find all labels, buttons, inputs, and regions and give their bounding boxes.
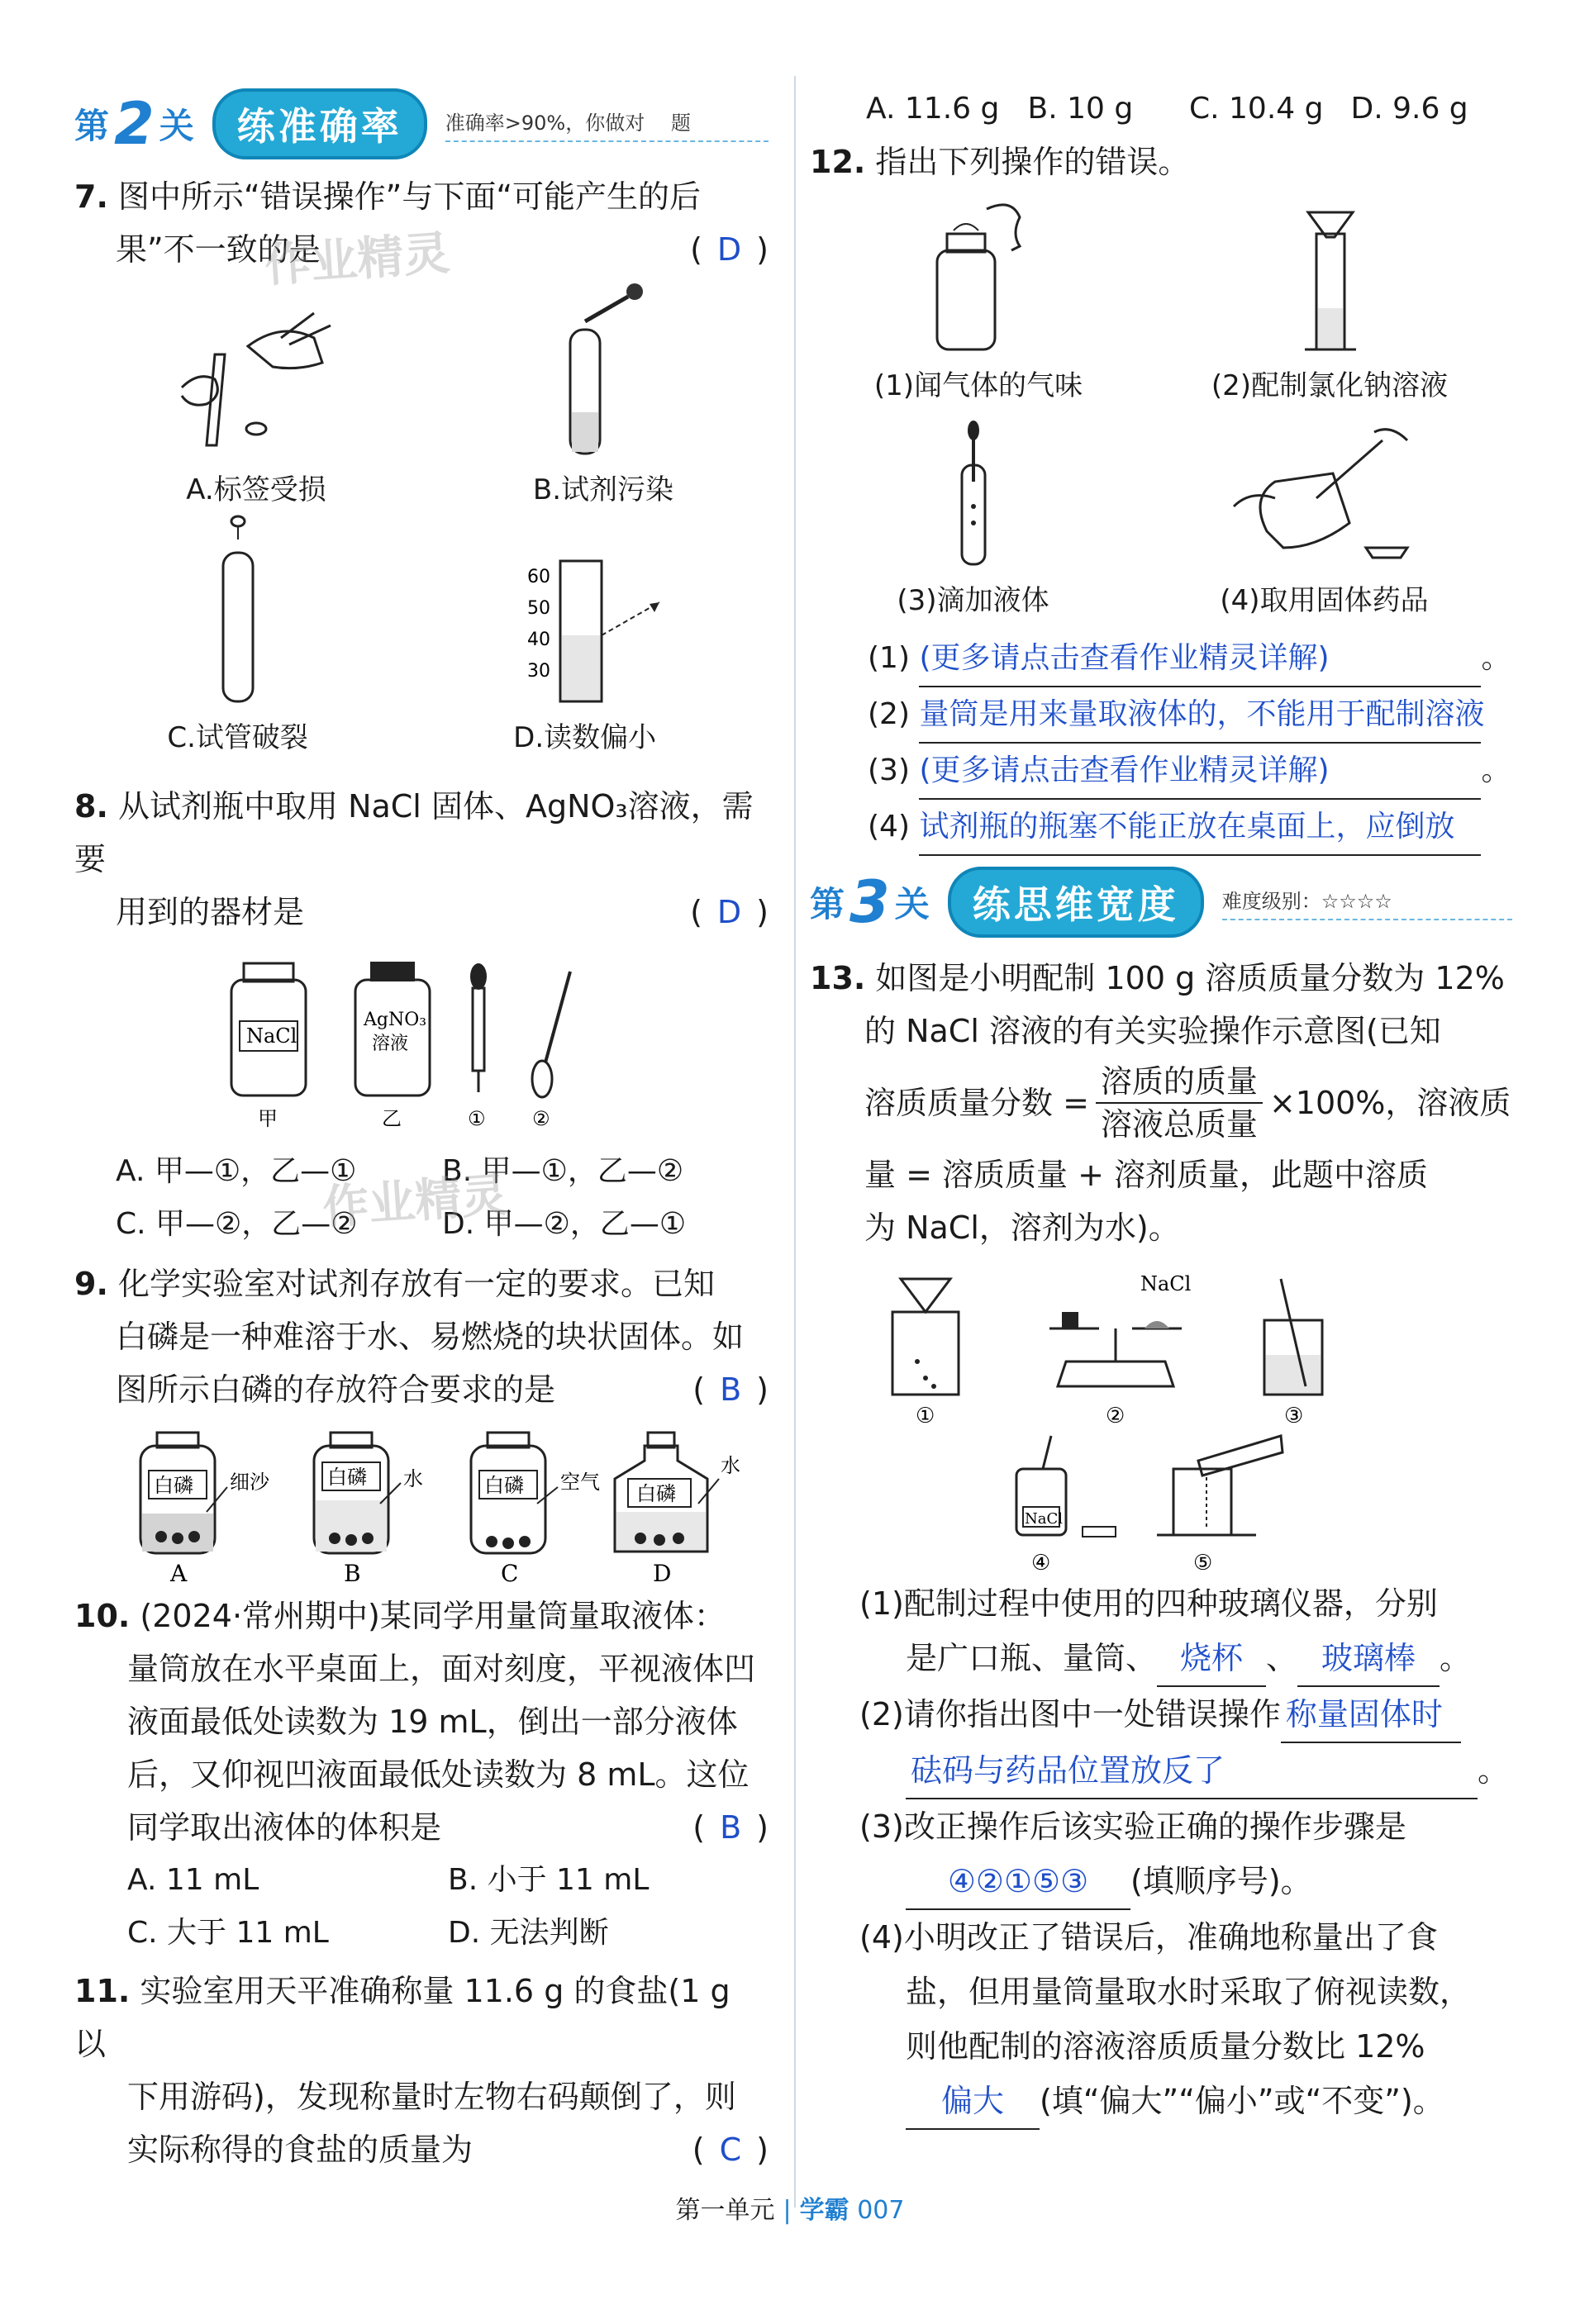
part-text: 盐，但用量筒量取水时采取了俯视读数，	[906, 1974, 1472, 2010]
question-text: 实验室用天平准确称量 11.6 g 的食盐(1 g 以	[74, 1973, 731, 2062]
question-text: 用到的器材是	[116, 894, 305, 930]
section-number: 2	[114, 90, 155, 158]
option-b: B. 小于 11 mL	[448, 1863, 650, 1897]
q12-answers	[810, 631, 1512, 856]
q12-figures-bottom	[810, 411, 1512, 618]
answer-bracket: ( C )	[692, 2132, 769, 2168]
footer-separator: |	[783, 2196, 792, 2225]
part-text: (2)请你指出图中一处错误操作	[859, 1696, 1281, 1732]
answer-num: (4)	[868, 810, 910, 844]
step-3-stirring	[1264, 1279, 1322, 1428]
q7-figures-top	[74, 292, 769, 507]
answer-line	[868, 744, 1512, 800]
option-d: D. 甲—②，乙—①	[442, 1207, 687, 1241]
question-text: 从试剂瓶中取用 NaCl 固体、AgNO₃溶液，需要	[74, 788, 754, 877]
end-mark: 。	[1478, 1752, 1510, 1789]
end-mark: 。	[1481, 641, 1511, 675]
right-column	[810, 83, 1512, 2130]
section-di: 第	[810, 884, 845, 924]
q13-figure	[810, 1262, 1512, 1576]
answer-letter: D	[716, 894, 742, 930]
side-label: 水	[721, 1454, 740, 1477]
answer-text: (更多请点击查看作业精灵详解)	[919, 631, 1481, 687]
option-a: A. 11 mL	[127, 1863, 259, 1897]
option-a: A. 甲—①，乙—①	[116, 1154, 357, 1188]
page-footer	[0, 2189, 1580, 2226]
question-number: 13.	[810, 960, 866, 996]
question-text: 量 = 溶质质量 + 溶剂质量，此题中溶质	[864, 1157, 1428, 1193]
answer-letter: B	[720, 1371, 742, 1408]
step-label: ①	[916, 1404, 935, 1428]
figure-4	[1217, 416, 1432, 618]
question-12	[810, 135, 1512, 188]
test-tube-cracking-illustration	[188, 511, 288, 710]
cylinder-tick-label: 40	[526, 630, 550, 650]
answer-letter: D	[716, 231, 742, 268]
question-text: 为 NaCl，溶剂为水)。	[864, 1210, 1180, 1246]
answer-text: 试剂瓶的瓶塞不能正放在桌面上，应倒放	[919, 800, 1481, 856]
answer-text: (更多请点击查看作业精灵详解)	[919, 744, 1481, 800]
answer-bracket: ( B )	[692, 1371, 769, 1408]
white-phosphorus-storage-illustration	[83, 1421, 760, 1586]
q7-figures-bottom	[74, 524, 769, 755]
figure-caption: (4)取用固体药品	[1220, 584, 1429, 617]
formula-fraction	[1096, 1061, 1263, 1145]
figure-label: ①	[468, 1107, 486, 1130]
figure-2	[1211, 201, 1448, 403]
bottle-a	[140, 1433, 270, 1586]
question-number: 12.	[810, 144, 866, 180]
option-d: D. 无法判断	[448, 1916, 609, 1950]
question-text: 同学取出液体的体积是	[127, 1809, 442, 1846]
bottle-label: 白磷	[154, 1474, 193, 1497]
question-text: 液面最低处读数为 19 mL，倒出一部分液体	[127, 1704, 738, 1740]
question-text: 的 NaCl 溶液的有关实验操作示意图(已知	[864, 1013, 1441, 1049]
option-c: C. 10.4 g	[1189, 92, 1324, 126]
figure-label: NaCl	[1140, 1272, 1192, 1295]
figure-b	[521, 280, 686, 507]
figure-c	[167, 511, 308, 755]
answer-blank: 玻璃棒	[1297, 1631, 1440, 1687]
bottle-label: 白磷	[484, 1474, 524, 1497]
section-note: 难度级别：☆☆☆☆	[1222, 885, 1512, 920]
section-guan: 关	[159, 106, 194, 146]
figure-3	[891, 416, 1056, 618]
fraction-denominator: 溶液总质量	[1100, 1106, 1258, 1143]
q12-figures-top	[810, 197, 1512, 403]
answer-letter: B	[720, 1809, 742, 1846]
figure-a	[157, 305, 355, 507]
step-1-pouring	[892, 1279, 959, 1428]
dropper-illustration	[891, 416, 1056, 573]
option-d: D. 9.6 g	[1350, 92, 1468, 126]
part-text: (填“偏大”“偏小”或“不变”)。	[1040, 2083, 1444, 2119]
bottle-label: NaCl	[246, 1024, 297, 1048]
answer-bracket: ( D )	[690, 231, 769, 268]
question-10	[74, 1590, 769, 1854]
figure-caption: (3)滴加液体	[897, 584, 1049, 617]
figure-label: 乙	[382, 1107, 402, 1130]
answer-blank: ④②①⑤③	[906, 1854, 1130, 1910]
reagent-bottles-illustration	[157, 947, 669, 1137]
answer-text: 量筒是用来量取液体的，不能用于配制溶液	[919, 687, 1481, 744]
question-9	[74, 1257, 769, 1416]
step-label: ④	[1031, 1551, 1051, 1575]
footer-unit: 第一单元	[675, 2196, 775, 2225]
question-text: (2024·常州期中)某同学用量筒量取液体：	[140, 1598, 726, 1634]
cylinder-tick-label: 50	[526, 598, 550, 619]
answer-line	[868, 687, 1512, 744]
solution-preparation-steps-illustration	[859, 1262, 1487, 1576]
q11-options	[810, 83, 1512, 135]
fraction-numerator: 溶质的质量	[1096, 1061, 1263, 1104]
answer-line	[868, 800, 1512, 856]
end-mark: 。	[1481, 753, 1511, 787]
question-text: 果”不一致的是	[116, 231, 321, 268]
option-a: A. 11.6 g	[866, 92, 1000, 126]
bottle-d	[615, 1433, 740, 1586]
figure-label: ②	[532, 1107, 550, 1130]
step-5-pour-water	[1157, 1436, 1283, 1575]
step-label: ②	[1106, 1404, 1126, 1428]
step-label: ⑤	[1193, 1551, 1213, 1575]
answer-letter: C	[719, 2132, 742, 2168]
option-row	[127, 1854, 769, 1907]
question-text: 指出下列操作的错误。	[875, 144, 1190, 180]
answer-num: (3)	[868, 753, 910, 787]
option-c: C. 大于 11 mL	[127, 1916, 329, 1950]
page-number: 007	[857, 2196, 905, 2225]
part-text: 是广口瓶、量筒、	[906, 1640, 1158, 1676]
bottle-letter: D	[653, 1560, 672, 1586]
figure-1	[874, 201, 1083, 403]
part-text: 则他配制的溶液溶质质量分数比 12%	[906, 2028, 1425, 2065]
question-text: 后，又仰视凹液面最低处读数为 8 mL。这位	[127, 1756, 750, 1793]
part-text: (4)小明改正了错误后，准确地称量出了食	[859, 1919, 1438, 1956]
answer-blank: 烧杯	[1157, 1631, 1266, 1687]
smell-gas-illustration	[896, 201, 1061, 358]
side-label: 空气	[560, 1471, 600, 1494]
question-8	[74, 780, 769, 939]
option-row	[127, 1907, 769, 1960]
answer-num: (1)	[868, 641, 910, 675]
answer-bracket: ( B )	[692, 1809, 769, 1846]
figure-caption: C.试管破裂	[167, 721, 308, 754]
question-number: 7.	[74, 178, 108, 215]
reagent-contamination-illustration	[521, 280, 686, 462]
figure-caption: D.读数偏小	[513, 721, 657, 754]
figure-label: NaCl	[1025, 1510, 1064, 1528]
question-13	[810, 952, 1512, 1254]
section-number: 3	[849, 868, 890, 936]
section-guan: 关	[894, 884, 930, 924]
figure-caption: (2)配制氯化钠溶液	[1211, 369, 1449, 402]
section-note: 准确率>90%，你做对 题	[445, 107, 769, 142]
bottle-letter: B	[344, 1560, 361, 1586]
question-text: 化学实验室对试剂存放有一定的要求。已知	[117, 1266, 715, 1302]
question-text: 实际称得的食盐的质量为	[127, 2132, 474, 2168]
label-damage-illustration	[157, 305, 355, 462]
cylinder-dissolving-illustration	[1247, 201, 1412, 358]
formula-rhs: ×100%，溶液质	[1268, 1085, 1511, 1121]
side-label: 细沙	[230, 1471, 269, 1494]
cylinder-tick-label: 30	[526, 661, 550, 682]
question-number: 11.	[74, 1973, 131, 2009]
part-text: (1)配制过程中使用的四种玻璃仪器，分别	[859, 1585, 1438, 1622]
question-11	[74, 1965, 769, 2176]
figure-caption: A.标签受损	[186, 473, 326, 506]
graduated-cylinder-reading-illustration	[494, 544, 676, 710]
part-text: (填顺序号)。	[1130, 1863, 1312, 1899]
section-3-header	[810, 861, 1512, 943]
figure-label: 甲	[258, 1107, 278, 1130]
q10-options	[74, 1854, 769, 1960]
figure-caption: B.试剂污染	[532, 473, 674, 506]
section-title: 练准确率	[212, 88, 427, 159]
question-number: 9.	[74, 1266, 108, 1302]
formula-line	[810, 1057, 1512, 1148]
part-2	[859, 1687, 1512, 1799]
question-text: 白磷是一种难溶于水、易燃烧的块状固体。如	[116, 1319, 745, 1355]
step-2-balance	[1049, 1272, 1191, 1428]
bottle-label: AgNO₃	[364, 1010, 427, 1030]
cylinder-tick-label: 60	[526, 567, 550, 587]
end-mark: 。	[1440, 1640, 1472, 1676]
option-c: C. 甲—②，乙—②	[116, 1207, 358, 1241]
question-number: 8.	[74, 788, 108, 825]
question-text: 如图是小明配制 100 g 溶质质量分数为 12%	[875, 960, 1505, 996]
bottle-label: 溶液	[372, 1034, 409, 1054]
bottle-letter: C	[501, 1560, 519, 1586]
formula-lhs: 溶质质量分数 =	[864, 1085, 1089, 1121]
bottle-c	[471, 1433, 600, 1586]
step-4-bottle	[1016, 1436, 1116, 1575]
answer-num: (2)	[868, 697, 910, 731]
q8-figure	[74, 947, 769, 1137]
q13-parts	[810, 1576, 1512, 2130]
section-di: 第	[74, 106, 110, 146]
footer-brand: 学霸	[799, 2196, 849, 2225]
question-text: 图所示白磷的存放符合要求的是	[116, 1371, 556, 1408]
answer-bracket: ( D )	[690, 894, 769, 930]
part-1	[859, 1576, 1512, 1687]
answer-line	[868, 631, 1512, 687]
section-2-header	[74, 83, 769, 165]
watermark: 作业精灵	[321, 1168, 510, 1235]
answer-blank: 称量固体时	[1281, 1687, 1461, 1743]
part-text: (3)改正操作后该实验正确的操作步骤是	[859, 1808, 1406, 1845]
question-text: 量筒放在水平桌面上，面对刻度，平视液体凹	[127, 1651, 756, 1687]
option-b: B. 10 g	[1027, 92, 1134, 126]
solid-sampling-illustration	[1217, 416, 1432, 573]
column-divider	[794, 76, 796, 2208]
part-4	[859, 1910, 1512, 2130]
left-column	[74, 83, 769, 2176]
step-label: ③	[1284, 1404, 1304, 1428]
section-title: 练思维宽度	[948, 867, 1204, 938]
figure-d	[494, 544, 676, 755]
question-text: 图中所示“错误操作”与下面“可能产生的后	[117, 178, 702, 215]
part-3	[859, 1799, 1512, 1910]
separator: 、	[1266, 1640, 1298, 1676]
q9-figure	[74, 1421, 769, 1586]
answer-blank: 偏大	[906, 2074, 1040, 2130]
side-label: 水	[403, 1467, 423, 1490]
answer-blank: 砝码与药品位置放反了	[906, 1743, 1478, 1799]
bottle-label: 白磷	[327, 1466, 367, 1489]
question-text: 下用游码)，发现称量时左物右码颠倒了，则	[127, 2079, 736, 2115]
bottle-label: 白磷	[636, 1482, 676, 1505]
question-number: 10.	[74, 1598, 131, 1634]
option-b: B. 甲—①，乙—②	[442, 1154, 684, 1188]
watermark: 作业精灵	[263, 226, 452, 293]
bottle-b	[314, 1433, 423, 1586]
bottle-letter: A	[170, 1560, 188, 1586]
figure-caption: (1)闻气体的气味	[873, 369, 1083, 402]
